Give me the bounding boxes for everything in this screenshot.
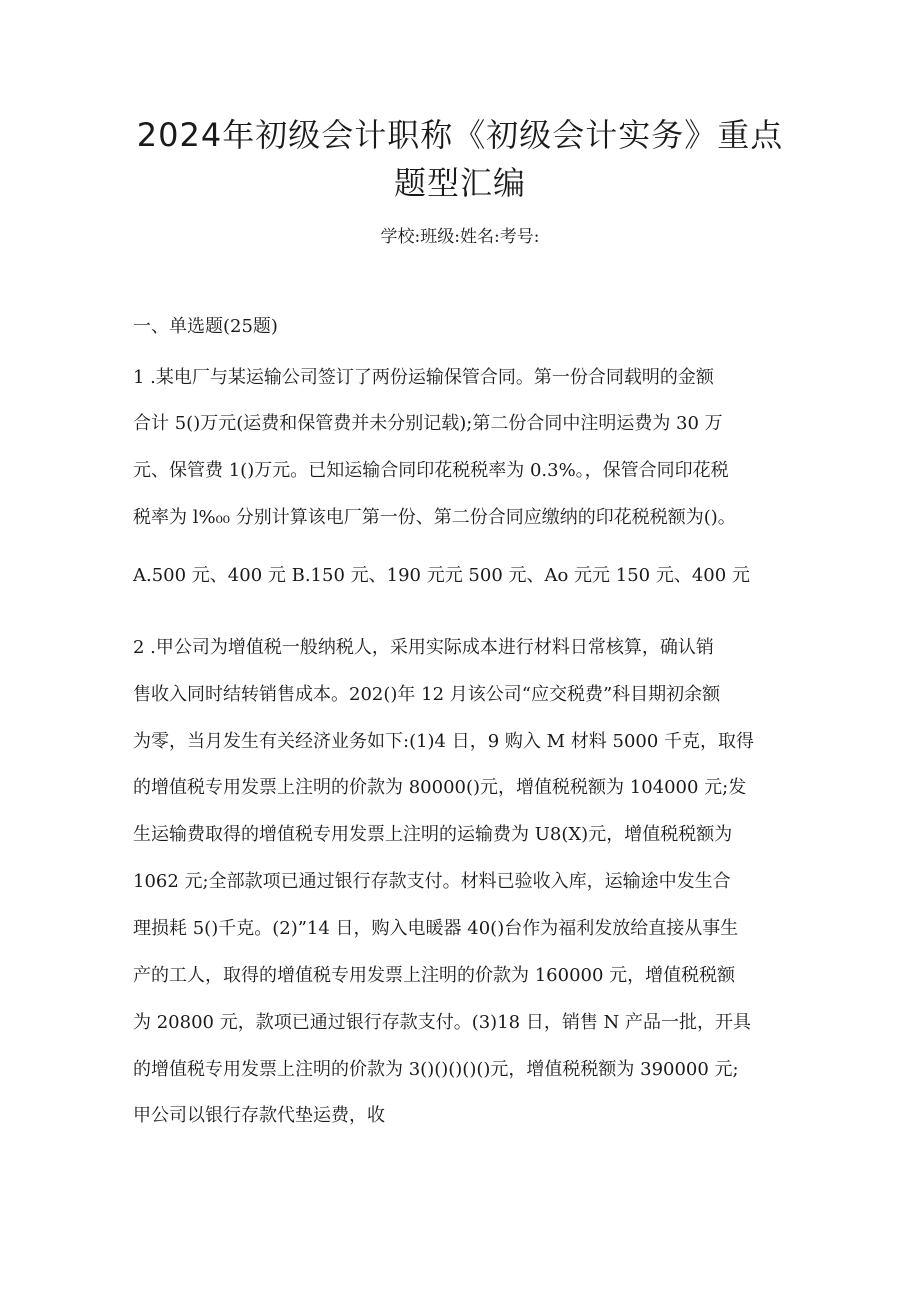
question-2-line: 2 .甲公司为增值税一般纳税人，采用实际成本进行材料日常核算，确认销 bbox=[133, 637, 714, 658]
document-title-line-2: 题型汇编 bbox=[393, 164, 526, 202]
question-1-line: 1 .某电厂与某运输公司签订了两份运输保管合同。第一份合同载明的金额 bbox=[133, 367, 714, 388]
question-1-line: 元、保管费 1()万元。已知运输合同印花税税率为 0.3%。，保管合同印花税 bbox=[133, 460, 729, 481]
question-2-line: 的增值税专用发票上注明的价款为 3()()()()()元，增值税税额为 390000 元; bbox=[133, 1059, 739, 1080]
question-2-line: 售收入同时结转销售成本。202()年 12 月该公司“应交税费”科目期初余额 bbox=[133, 684, 721, 705]
question-2-line: 为 20800 元，款项已通过银行存款支付。(3)18 日，销售 N 产品一批，开具 bbox=[133, 1012, 752, 1033]
student-info-line: 学校:班级:姓名:考号: bbox=[380, 227, 540, 247]
question-2-line: 产的工人，取得的增值税专用发票上注明的价款为 160000 元，增值税税额 bbox=[133, 965, 736, 986]
question-2-line: 1062 元;全部款项已通过银行存款支付。材料已验收入库，运输途中发生合 bbox=[133, 871, 731, 892]
section-heading: 一、单选题(25题) bbox=[133, 316, 278, 337]
question-1-options: A.500 元、400 元 B.150 元、190 元元 500 元、Ao 元元 150 元、400 元 bbox=[133, 565, 750, 586]
question-2-line: 甲公司以银行存款代垫运费，收 bbox=[133, 1105, 385, 1126]
question-2-line: 生运输费取得的增值税专用发票上注明的运输费为 U8(X)元，增值税税额为 bbox=[133, 824, 733, 845]
question-2-line: 的增值税专用发票上注明的价款为 80000()元，增值税税额为 104000 元;发 bbox=[133, 777, 747, 798]
question-2-line: 为零，当月发生有关经济业务如下:(1)4 日，9 购入 M 材料 5000 千克，取得 bbox=[133, 731, 755, 752]
question-1-line: 合计 5()万元(运费和保管费并未分别记载);第二份合同中注明运费为 30 万 bbox=[133, 413, 723, 434]
document-title-line-1: 2024年初级会计职称《初级会计实务》重点 bbox=[136, 116, 784, 154]
question-1-line: 税率为 l%₀₀ 分别计算该电厂第一份、第二份合同应缴纳的印花税税额为()。 bbox=[133, 507, 736, 528]
question-2-line: 理损耗 5()千克。(2)”14 日，购入电暖器 40()台作为福利发放给直接从事生 bbox=[133, 918, 739, 939]
